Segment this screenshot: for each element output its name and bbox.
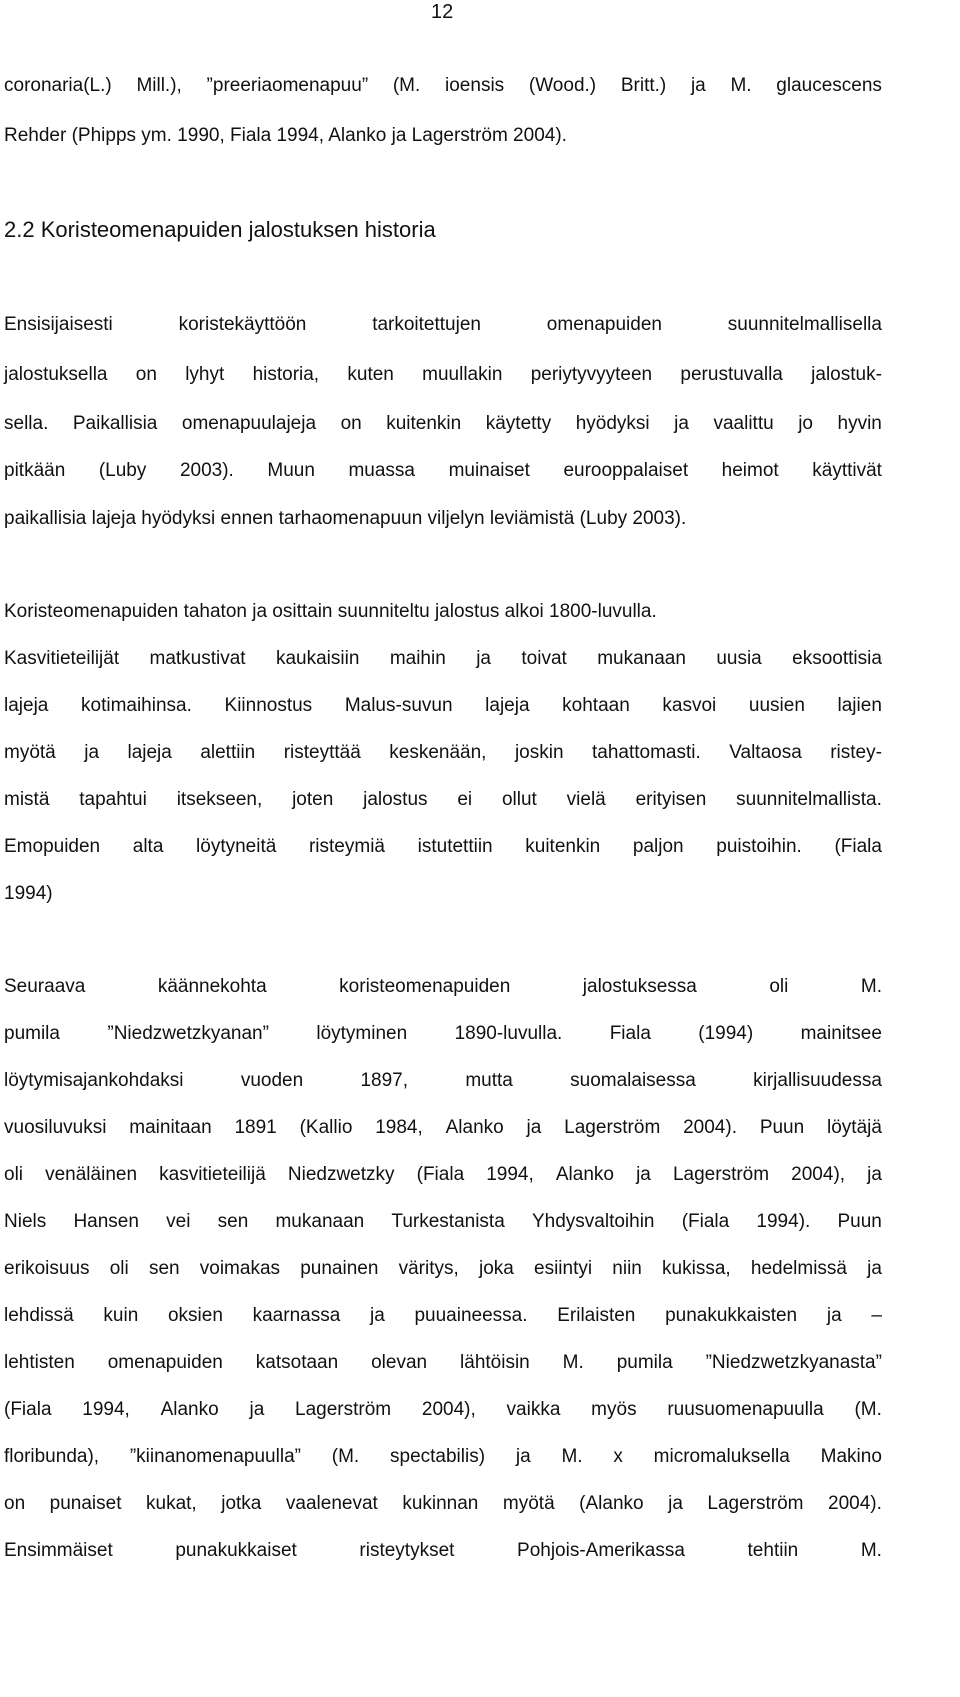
word: (Fiala [4,1399,52,1420]
word: Puun [759,1117,805,1138]
word: omenapuiden [107,1352,223,1373]
paragraph-2-line [4,788,882,812]
word: oli [769,976,789,997]
word: heimot [721,460,779,481]
paragraph-3-line [4,1210,882,1234]
word: 2004). [683,1117,737,1138]
word: puistoihin. [716,836,802,857]
word: x [613,1446,623,1467]
word: mainitsee [800,1023,882,1044]
word: on [135,364,157,385]
word: tapahtui [79,789,147,810]
word: ioensis [445,75,505,96]
word: ja [674,413,689,434]
word: M. [730,75,752,96]
word: muinaiset [448,460,530,481]
word: perustuvalla [680,364,783,385]
word: historia, [252,364,320,385]
word: punakukkaiset [175,1540,297,1561]
word: ristey- [830,742,882,763]
word: Alanko [160,1399,219,1420]
word: voimakas [199,1258,281,1279]
word: ei [457,789,473,810]
word: Makino [820,1446,882,1467]
word: Erilaisten [557,1305,636,1326]
word: Hansen [73,1211,139,1232]
word: kukinnan [402,1493,479,1514]
word: suunnitelmallisella [727,314,882,335]
paragraph-1-line [4,459,882,483]
paragraph-2-line [4,647,882,671]
word: floribunda), [4,1446,100,1467]
word: Puun [837,1211,882,1232]
word: tehtiin [747,1540,799,1561]
word: niin [612,1258,642,1279]
word: Mill.), [136,75,182,96]
word: vaikka [506,1399,561,1420]
word: väritys, [398,1258,459,1279]
word: käytetty [485,413,552,434]
word: joten [292,789,334,810]
word: Ensisijaisesti [4,314,113,335]
word: kasvitieteilijä [159,1164,266,1185]
word: vaalittu [713,413,774,434]
paragraph-2-line [4,694,882,718]
word: risteyttää [283,742,361,763]
word: lehdissä [4,1305,74,1326]
word: matkustivat [149,648,246,669]
word: sella. [4,413,49,434]
word: joka [478,1258,514,1279]
word: sen [217,1211,249,1232]
paragraph-2-line: Koristeomenapuiden tahaton ja osittain suunniteltu jalostus alkoi 1800-luvulla. [4,601,657,622]
word: Kasvitieteilijät [4,648,120,669]
word: koristeomenapuiden [339,976,511,997]
word: katsotaan [255,1352,339,1373]
word: omenapuiden [546,314,662,335]
paragraph-1-line [4,363,882,387]
word: ja [826,1305,842,1326]
word: (1994) [698,1023,754,1044]
word: 1891 [234,1117,277,1138]
intro-line-2: Rehder (Phipps ym. 1990, Fiala 1994, Alanko ja Lagerström 2004). [4,125,567,146]
word: (M. [392,75,421,96]
word: 1984, [375,1117,423,1138]
word: lajeja [127,742,172,763]
word: myötä [4,742,56,763]
word: Lagerström [707,1493,804,1514]
word: erityisen [635,789,707,810]
paragraph-1-line: paikallisia lajeja hyödyksi ennen tarhaomenapuun viljelyn leviämistä (Luby 2003). [4,508,687,529]
word: ”Niedzwetzkyanasta” [705,1352,882,1373]
word: 2004). [828,1493,882,1514]
word: on [4,1493,26,1514]
word: suomalaisessa [570,1070,696,1091]
word: on [340,413,362,434]
word: käyttivät [812,460,882,481]
word: ja [249,1399,265,1420]
word: mukanaan [597,648,686,669]
word: glaucescens [776,75,882,96]
paragraph-2-line [4,835,882,859]
paragraph-3-line [4,1539,882,1563]
word: kuitenkin [386,413,462,434]
paragraph-3-line [4,1351,882,1375]
word: periytyvyyteen [530,364,653,385]
word: muullakin [422,364,503,385]
word: ja [690,75,706,96]
word: lajeja [4,695,49,716]
word: (Fiala [834,836,882,857]
word: kasvoi [662,695,717,716]
word: myös [591,1399,637,1420]
word: 1897, [360,1070,409,1091]
word: kotimaihinsa. [81,695,192,716]
word: sen [148,1258,180,1279]
word: Lagerström [295,1399,392,1420]
word: ja [84,742,100,763]
word: punaiset [49,1493,122,1514]
intro-line-1 [4,74,882,98]
word: kaukaisiin [275,648,360,669]
word: hyvin [837,413,882,434]
word: Emopuiden [4,836,101,857]
word: (Fiala [681,1211,730,1232]
paragraph-3-line [4,1069,882,1093]
word: kuin [103,1305,139,1326]
paragraph-3-line [4,1445,882,1469]
word: spectabilis) [390,1446,486,1467]
word: (M. [854,1399,882,1420]
word: (Fiala [416,1164,465,1185]
paragraph-3-line [4,975,882,999]
word: Seuraava [4,976,86,997]
word: vielä [566,789,606,810]
word: Fiala [609,1023,651,1044]
paragraph-2-line: 1994) [4,883,53,904]
word: (Luby [98,460,147,481]
word: 1994). [756,1211,811,1232]
word: Yhdysvaltoihin [531,1211,655,1232]
word: Ensimmäiset [4,1540,113,1561]
paragraph-3-line [4,1492,882,1516]
word: hyödyksi [575,413,650,434]
word: lehtisten [4,1352,75,1373]
word: jalostus [363,789,428,810]
word: ja [476,648,491,669]
word: uusien [748,695,805,716]
word: ”preeriaomenapuu” [206,75,369,96]
word: esiintyi [534,1258,593,1279]
paragraph-3-line [4,1116,882,1140]
word: Niedzwetzky [287,1164,395,1185]
word: 1890-luvulla. [454,1023,563,1044]
word: Malus-suvun [344,695,453,716]
word: suunnitelmallista. [736,789,882,810]
word: Lagerström [564,1117,661,1138]
word: keskenään, [389,742,487,763]
word: alettiin [200,742,256,763]
paragraph-3-line [4,1022,882,1046]
word: ja [515,1446,531,1467]
word: eksoottisia [792,648,882,669]
word: Niels [4,1211,47,1232]
word: Lagerström [672,1164,770,1185]
word: (M. [331,1446,360,1467]
word: jotka [221,1493,262,1514]
word: myötä [502,1493,555,1514]
word: M. [561,1446,583,1467]
paragraph-3-line [4,1304,882,1328]
paragraph-3-line [4,1163,882,1187]
word: ja [369,1305,385,1326]
word: erikoisuus [4,1258,90,1279]
word: Britt.) [620,75,667,96]
word: hedelmissä [750,1258,847,1279]
word: Turkestanista [391,1211,505,1232]
word: Muun [267,460,315,481]
word: kuitenkin [525,836,601,857]
word: 2004), [421,1399,476,1420]
word: löytymisajankohdaksi [4,1070,184,1091]
word: oksien [167,1305,223,1326]
word: – [871,1305,882,1326]
word: tarkoitettujen [372,314,481,335]
word: lyhyt [185,364,225,385]
word: risteytykset [359,1540,455,1561]
word: löytäjä [827,1117,882,1138]
word: ja [526,1117,542,1138]
word: paljon [632,836,684,857]
word: ja [668,1493,683,1514]
word: (Kallio [299,1117,353,1138]
word: punainen [300,1258,379,1279]
word: vaalenevat [285,1493,378,1514]
word: löytyneitä [196,836,277,857]
word: Pohjois-Amerikassa [517,1540,685,1561]
word: koristekäyttöön [178,314,307,335]
section-heading: 2.2 Koristeomenapuiden jalostuksen historia [4,217,436,242]
word: risteymiä [308,836,385,857]
word: kukat, [146,1493,197,1514]
word: olevan [371,1352,428,1373]
word: itsekseen, [176,789,263,810]
paragraph-3-line [4,1398,882,1422]
paragraph-2-line [4,741,882,765]
word: eurooppalaiset [563,460,689,481]
word: ja [867,1258,882,1279]
word: ollut [501,789,537,810]
word: vei [166,1211,191,1232]
word: coronaria(L.) [4,75,112,96]
word: lajeja [485,695,530,716]
word: punakukkaisten [665,1305,798,1326]
word: ja [867,1164,882,1185]
word: Alanko [555,1164,614,1185]
word: löytyminen [316,1023,408,1044]
word: kuten [347,364,394,385]
word: toivat [521,648,567,669]
word: M. [860,976,882,997]
word: 2003). [179,460,234,481]
word: omenapuulajeja [181,413,317,434]
paragraph-1-line [4,313,882,337]
word: lajien [837,695,882,716]
word: tahattomasti. [591,742,701,763]
page-number: 12 [431,1,454,23]
word: Alanko [445,1117,504,1138]
paragraph-1-line [4,412,882,436]
word: puuaineessa. [414,1305,528,1326]
word: joskin [514,742,564,763]
word: kirjallisuudessa [753,1070,882,1091]
word: M. [562,1352,584,1373]
word: (Wood.) [528,75,597,96]
word: vuosiluvuksi [4,1117,107,1138]
word: maihin [389,648,446,669]
paragraph-3-line [4,1257,882,1281]
word: oli [4,1164,24,1185]
word: ruusuomenapuulla [667,1399,824,1420]
word: pumila [4,1023,60,1044]
word: mukanaan [275,1211,365,1232]
word: ”Niedzwetzkyanan” [107,1023,269,1044]
word: 1994, [486,1164,534,1185]
word: vuoden [240,1070,304,1091]
word: alta [132,836,164,857]
word: kaarnassa [252,1305,341,1326]
word: Valtaosa [729,742,802,763]
word: Kiinnostus [224,695,313,716]
word: istutettiin [417,836,493,857]
word: jalostuksella [4,364,108,385]
word: M. [860,1540,882,1561]
word: mistä [4,789,50,810]
word: käännekohta [157,976,267,997]
word: pumila [616,1352,673,1373]
word: uusia [716,648,762,669]
word: 2004), [791,1164,846,1185]
word: muassa [348,460,415,481]
word: kohtaan [562,695,630,716]
word: micromaluksella [653,1446,790,1467]
word: Paikallisia [72,413,158,434]
word: 1994, [82,1399,130,1420]
word: jalostuksessa [582,976,697,997]
word: ja [636,1164,651,1185]
word: lähtöisin [460,1352,530,1373]
word: kukissa, [662,1258,731,1279]
word: oli [109,1258,129,1279]
word: (Alanko [579,1493,644,1514]
word: venäläinen [45,1164,138,1185]
word: ”kiinanomenapuulla” [129,1446,301,1467]
word: mutta [465,1070,513,1091]
word: jo [798,413,813,434]
word: pitkään [4,460,66,481]
word: mainitaan [129,1117,212,1138]
word: jalostuk- [811,364,882,385]
